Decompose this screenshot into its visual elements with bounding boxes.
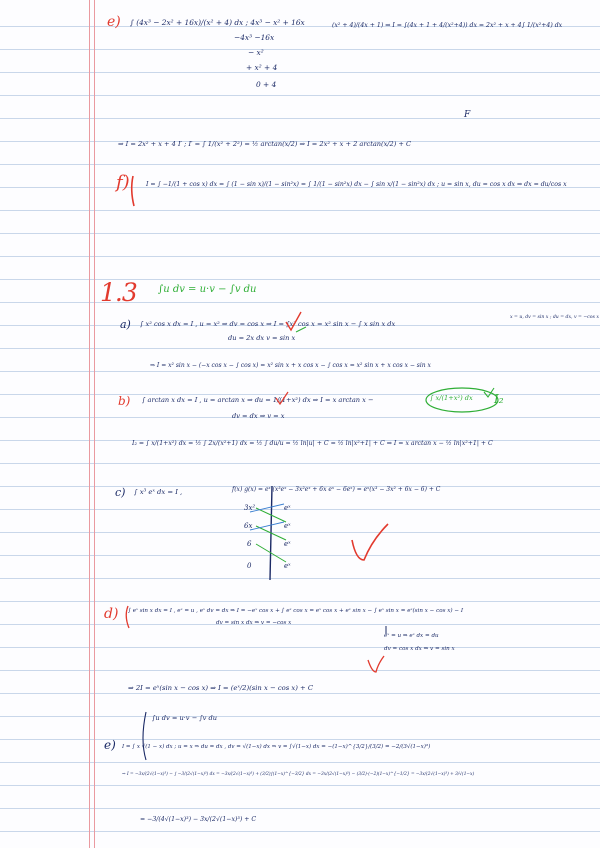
- problem-label-c: c): [115, 486, 126, 499]
- c-line1: ∫ x³ eˣ dx = I ,: [134, 488, 183, 496]
- a-line1: ∫ x² cos x dx = I , u = x² ⇒ dv = cos x ⇒ I = ∫x² cos x = x² sin x − ∫ x sin x dx: [140, 320, 396, 328]
- c-table-right-4: eˣ: [284, 562, 291, 570]
- e-top-line1d: + x² + 4: [246, 63, 278, 72]
- green-arrow-icon: [296, 327, 306, 332]
- a-line1b: du = 2x dx v = sin x: [228, 334, 296, 342]
- a-side: x = u, dv = sin x ; du = dx, v = −cos x: [510, 315, 599, 320]
- e-top-line1c: − x²: [248, 48, 264, 57]
- c-result: f(x) g(x) = eˣ (x³eˣ − 3x²eˣ + 6x eˣ − 6eˣ) = eˣ(x³ − 3x² + 6x − 6) + C: [232, 486, 441, 493]
- e-bottom-line1: I = ∫ x √(1 − x) dx ; u = x ⇒ du = dx , dv = √(1−x) dx ⇒ v = ∫√(1−x) dx = −(1−x)^{3/2}/(3/2) = −2/(3√(1−x)³): [122, 744, 431, 750]
- b-line1: ∫ arctan x dx = I , u = arctan x ⇒ du = 1/(1+x²) dx ⇒ I = x arctan x −: [142, 396, 374, 404]
- c-table-left-3: 6: [247, 540, 252, 548]
- c-table-right-1: eˣ: [284, 504, 291, 512]
- problem-label-e-bottom: e): [104, 738, 116, 752]
- c-table-right-2: eˣ: [284, 522, 291, 530]
- red-bracket-f: [132, 176, 134, 206]
- a-line2: ⇒ I = x² sin x − (−x cos x − ∫ cos x) = x² sin x + x cos x − ∫ cos x = x² sin x + x cos x − sin x: [150, 362, 431, 369]
- c-table-left-2: 6x: [244, 522, 253, 530]
- checkmark-icon: [352, 524, 388, 560]
- checkmark-icon: [368, 656, 384, 672]
- e-top-line1b: −4x³ −16x: [234, 33, 275, 42]
- b-line1b: dv = dx ⇒ v = x: [232, 412, 285, 420]
- section-number: 1.3: [100, 278, 137, 307]
- e-top-line2: ⇒ I = 2x² + x + 4 I′ ; I′ = ∫ 1/(x² + 2²) = ½ arctan(x/2) ⇒ I = 2x² + x + 2 arctan(x/2) + C: [118, 140, 412, 148]
- b-line2: I₂ = ∫ x/(1+x²) dx = ½ ∫ 2x/(x²+1) dx = ½ ∫ du/u = ½ ln|u| + C = ½ ln|x²+1| + C ⇒ I = x arctan x − ½ ln|x²+1| + C: [132, 440, 493, 447]
- e-top-side: (x² + 4)/(4x + 1) ⇒ I = ∫(4x + 1 + 4/(x²+4)) dx = 2x² + x + 4∫ 1/(x²+4) dx: [332, 22, 563, 29]
- e-bottom-formula: ∫u dv = u·v − ∫v du: [152, 714, 217, 722]
- c-table-left-4: 0: [247, 562, 252, 570]
- f-line: I = ∫ −1/(1 + cos x) dx = ∫ (1 − sin x)/(1 − sin²x) = ∫ 1/(1 − sin²x) dx − ∫ sin x/(1 − sin²x) dx ; u = sin x, du = cos x dx ⇒ dx = du/cos x: [146, 181, 567, 188]
- problem-label-e: e): [107, 14, 121, 30]
- checkmark-icon: [286, 312, 301, 330]
- stray-mark: F: [464, 110, 471, 120]
- problem-label-a: a): [120, 318, 131, 331]
- red-bracket-d: [126, 606, 129, 628]
- d-line1: ∫ eˣ sin x dx = I , eˣ = u , eˣ dv = dx ⇒ I = −eˣ cos x + ∫ eˣ cos x = eˣ cos x + eˣ sin x − ∫ eˣ sin x = eˣ(sin x − cos x) − I: [128, 608, 464, 614]
- d-mid2: dv = cos x dx ⇒ v = sin x: [384, 646, 455, 652]
- problem-label-d: d): [104, 606, 119, 622]
- e-bottom-line2: ⇒ I = −3x/(2√(1−x)³) − ∫ −3/(2√(1−x)³) dx = −3x/(2√(1−x)³) + (3/2)∫(1−x)^{−3/2} dx = −3x/(2√(1−x)³) − (3/2)·(−2)(1−x)^{−1/2} = −3x/(2√(1−x)³) + 3/√(1−x): [122, 772, 475, 777]
- c-table-left-1: 3x²: [244, 504, 256, 512]
- b-boxed-integral: ∫ x/(1+x²) dx: [430, 394, 473, 402]
- blue-arrow-icon: [250, 522, 284, 530]
- e-top-line1: ∫ (4x³ − 2x² + 16x)/(x² + 4) dx ; 4x³ − x² + 16x: [130, 18, 305, 27]
- e-top-line1e: 0 + 4: [256, 80, 277, 89]
- d-line1b: dv = sin x dx ⇒ v = −cos x: [216, 620, 292, 626]
- section-formula: ∫u dv = u·v − ∫v du: [158, 284, 257, 295]
- checkmark-icon: [276, 392, 288, 404]
- integral-sign: [143, 712, 146, 760]
- green-circle-icon: [426, 388, 498, 412]
- blue-arrow-icon: [250, 504, 284, 512]
- d-line2: ⇒ 2I = eˣ(sin x − cos x) ⇒ I = (eˣ/2)(sin x − cos x) + C: [128, 684, 314, 692]
- problem-label-b: b): [118, 394, 131, 408]
- e-bottom-line3: = −3/(4√(1−x)³) − 3x/(2√(1−x)³) + C: [140, 816, 257, 823]
- d-mid1: eˣ = u ⇒ eˣ dx = du: [384, 633, 439, 639]
- problem-label-f: f): [116, 172, 130, 193]
- b-i2-label: I₂: [494, 392, 504, 406]
- c-table-right-3: eˣ: [284, 540, 291, 548]
